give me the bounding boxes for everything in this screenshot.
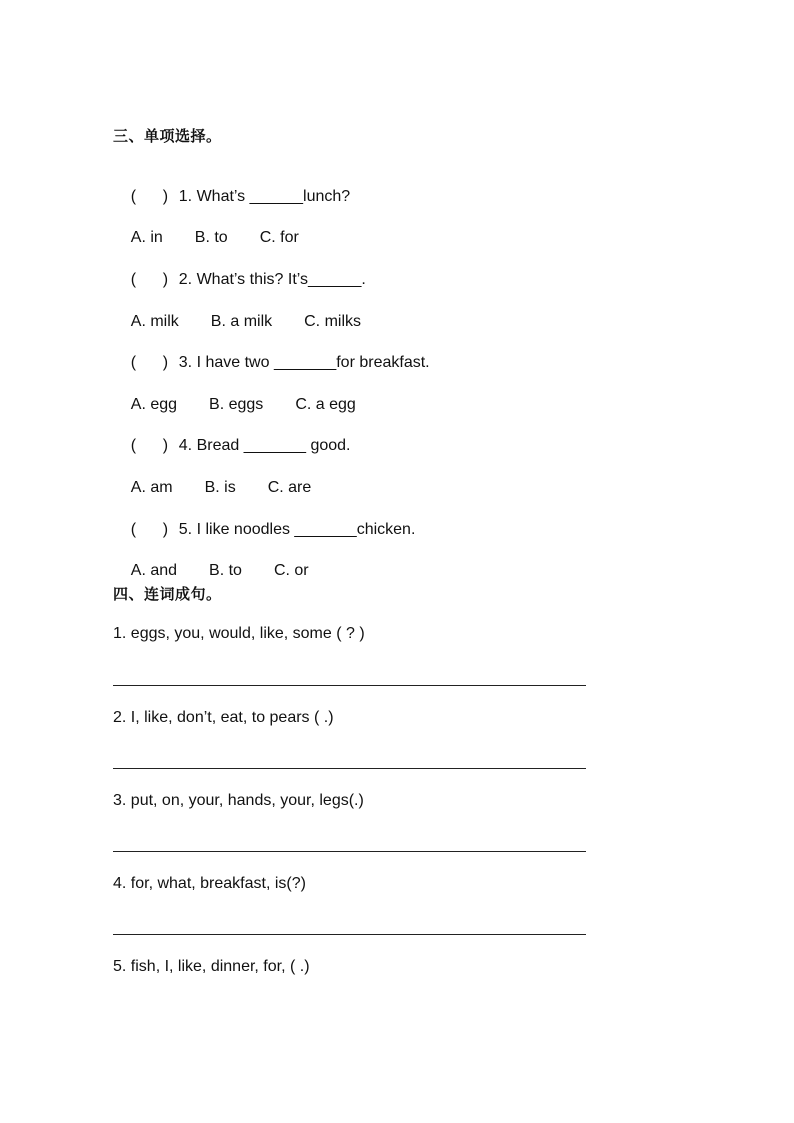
- option-b-1: B. to: [194, 229, 228, 246]
- answer-line-4: [113, 934, 586, 935]
- answer-paren-4: ( ): [130, 437, 169, 454]
- option-a-1: A. in: [130, 229, 163, 246]
- option-c-2: C. milks: [304, 313, 362, 330]
- option-c-5: C. or: [273, 562, 309, 579]
- answer-paren-1: ( ): [130, 188, 169, 205]
- option-c-4: C. are: [267, 479, 312, 496]
- option-a-4: A. am: [130, 479, 173, 496]
- option-a-5: A. and: [130, 562, 178, 579]
- section-heading-4: 四、连词成句。: [113, 585, 222, 603]
- answer-paren-5: ( ): [130, 521, 169, 538]
- option-c-1: C. for: [259, 229, 299, 246]
- answer-paren-3: ( ): [130, 354, 169, 371]
- sentence-item-4: 4. for, what, breakfast, is(?): [113, 875, 306, 892]
- answer-line-3: [113, 851, 586, 852]
- question-stem-5: 5. I like noodles _______chicken.: [178, 521, 416, 538]
- option-a-3: A. egg: [130, 396, 178, 413]
- option-b-3: B. eggs: [209, 396, 264, 413]
- answer-line-1: [113, 685, 586, 686]
- question-stem-3: 3. I have two _______for breakfast.: [178, 354, 430, 371]
- sentence-item-2: 2. I, like, don’t, eat, to pears ( .): [113, 709, 334, 726]
- option-b-2: B. a milk: [210, 313, 273, 330]
- sentence-item-3: 3. put, on, your, hands, your, legs(.): [113, 792, 364, 809]
- option-a-2: A. milk: [130, 313, 179, 330]
- question-stem-1: 1. What’s ______lunch?: [178, 188, 351, 205]
- sentence-item-1: 1. eggs, you, would, like, some ( ? ): [113, 625, 365, 642]
- answer-line-2: [113, 768, 586, 769]
- option-b-4: B. is: [204, 479, 236, 496]
- section-heading-3: 三、单项选择。: [113, 127, 222, 145]
- option-c-3: C. a egg: [295, 396, 356, 413]
- option-b-5: B. to: [209, 562, 242, 579]
- question-stem-2: 2. What’s this? It’s______.: [178, 271, 366, 288]
- question-stem-4: 4. Bread _______ good.: [178, 437, 351, 454]
- answer-paren-2: ( ): [130, 271, 169, 288]
- sentence-item-5: 5. fish, I, like, dinner, for, ( .): [113, 958, 310, 975]
